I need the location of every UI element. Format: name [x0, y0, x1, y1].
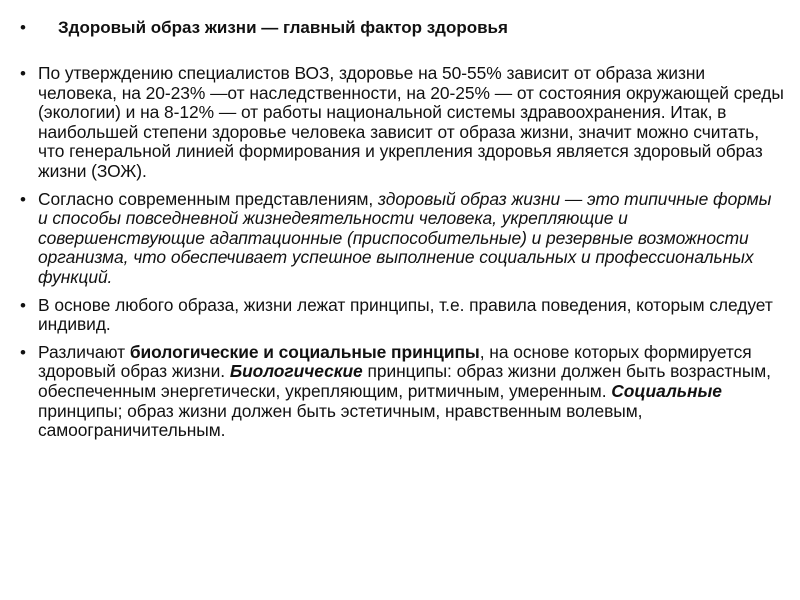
italic-definition: здоровый образ жизни — это типичные формы и способы повседневной жизнедеятельности человека, укрепляющие и совершенствующие адаптационные (приспособительные) и резервные возможности организма, что обеспечивает успешное выполнение социальных и профессиональных функций.: [38, 188, 772, 287]
bold-italic-social: Социальные: [611, 380, 722, 401]
paragraph-principles-basis: [38, 296, 785, 335]
bold-italic-biological: Биологические: [229, 361, 363, 382]
list-item: [20, 64, 785, 182]
slide-title-row: [20, 18, 780, 38]
text-segment: Согласно современным представлениям,: [38, 188, 378, 209]
bullet-icon: •: [20, 342, 26, 362]
text-segment: По утверждению специалистов ВОЗ, здоровье на 50-55% зависит от образа жизни человека, на 20-23% —от наследственности, на 20-25% — от состояния окружающей среды (экологии) и на 8-12% — от работы национальной системы здравоохранения. Итак, в наибольшей степени здоровье человека зависит от образа жизни, значит можно считать, что генеральной линией формирования и укрепления здоровья является здоровый образ жизни (ЗОЖ).: [38, 63, 784, 181]
text-segment: Различают: [38, 341, 130, 362]
bold-principles: биологические и социальные принципы: [129, 341, 480, 362]
text-segment: принципы; образ жизни должен быть эстетичным, нравственным волевым, самоограничительным.: [38, 400, 643, 441]
bullet-icon: •: [20, 18, 26, 37]
list-item: [20, 190, 785, 288]
paragraph-principles-types: [38, 343, 785, 441]
list-item: [20, 343, 785, 441]
bullet-list: [20, 64, 785, 449]
bullet-icon: •: [20, 64, 26, 83]
text-segment: принципы: образ жизни должен быть возрастным, обеспеченным энергетически, укрепляющим, ритмичным, умеренным.: [38, 361, 771, 401]
bullet-icon: •: [20, 295, 26, 315]
list-item: [20, 296, 785, 335]
text-segment: , на основе которых формируется здоровый образ жизни.: [38, 341, 752, 382]
paragraph-definition: [38, 190, 785, 288]
paragraph-who-statistics: [38, 64, 785, 182]
slide-title: Здоровый образ жизни — главный фактор здоровья: [58, 18, 508, 37]
text-segment: В основе любого образа, жизни лежат принципы, т.е. правила поведения, которым следует индивид.: [38, 294, 773, 335]
bullet-icon: •: [20, 189, 26, 209]
